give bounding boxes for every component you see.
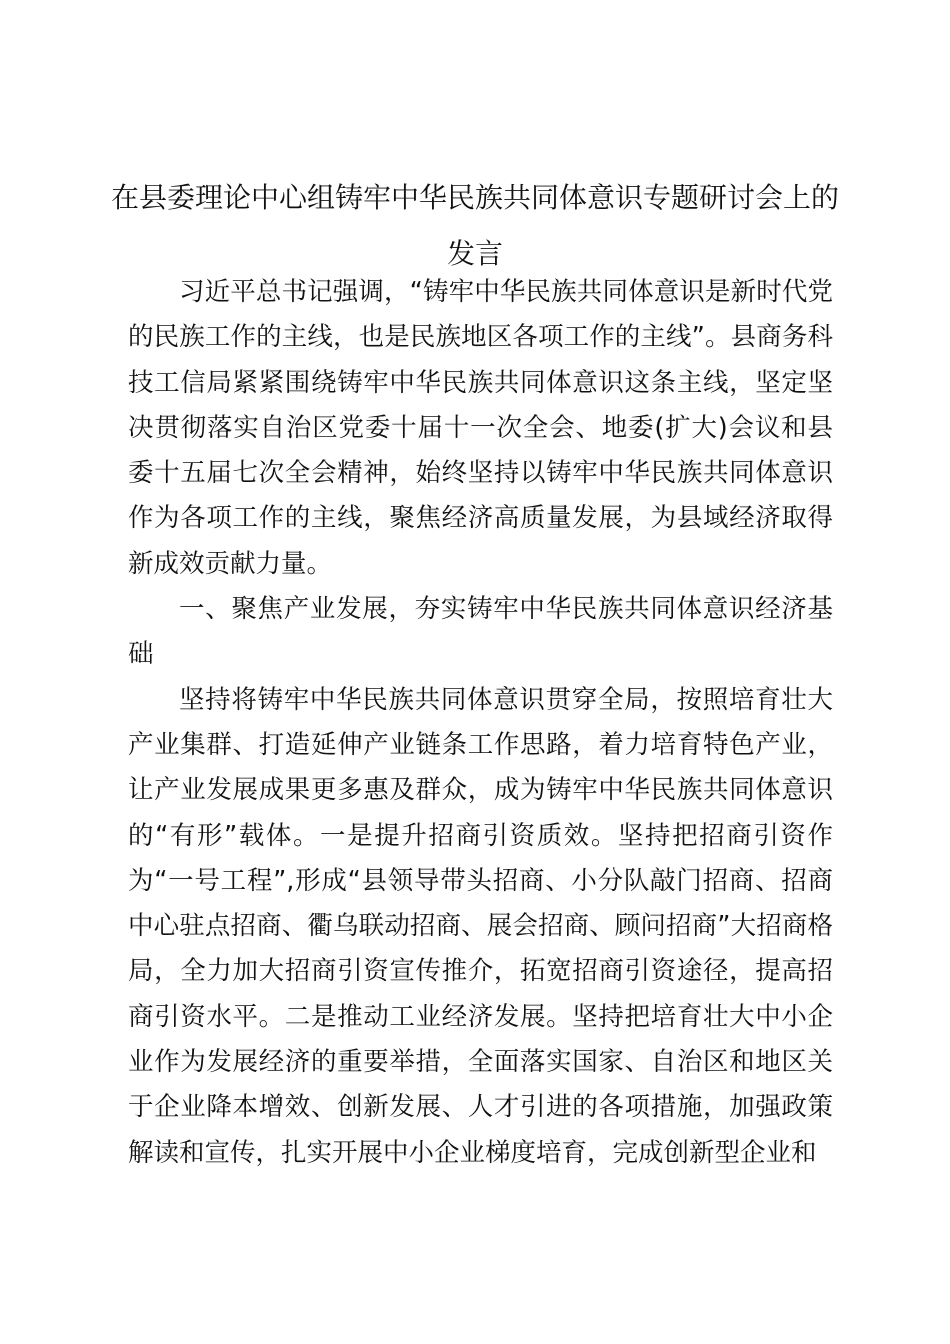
document-body: [128, 270, 833, 1176]
paragraph-section-1: 坚持将铸牢中华民族共同体意识贯穿全局，按照培育壮大产业集群、打造延伸产业链条工作思路，着力培育特色产业，让产业发展成果更多惠及群众，成为铸牢中华民族共同体意识的“有形”载体。一是提升招商引资质效。坚持把招商引资作为“一号工程”,形成“县领导带头招商、小分队敲门招商、招商中心驻点招商、衢乌联动招商、展会招商、顾问招商”大招商格局，全力加大招商引资宣传推介，拓宽招商引资途径，提高招商引资水平。二是推动工业经济发展。坚持把培育壮大中小企业作为发展经济的重要举措，全面落实国家、自治区和地区关于企业降本增效、创新发展、人才引进的各项措施，加强政策解读和宣传，扎实开展中小企业梯度培育，完成创新型企业和: [128, 684, 833, 1168]
paragraph-intro: 习近平总书记强调，“铸牢中华民族共同体意识是新时代党的民族工作的主线，也是民族地区各项工作的主线”。县商务科技工信局紧紧围绕铸牢中华民族共同体意识这条主线，坚定坚决贯彻落实自治区党委十届十一次全会、地委(扩大)会议和县委十五届七次全会精神，始终坚持以铸牢中华民族共同体意识作为各项工作的主线，聚焦经济高质量发展，为县域经济取得新成效贡献力量。: [128, 277, 833, 579]
section-heading-1: 一、聚焦产业发展，夯实铸牢中华民族共同体意识经济基础: [128, 594, 833, 670]
document-title: 在县委理论中心组铸牢中华民族共同体意识专题研讨会上的发言: [110, 181, 839, 270]
